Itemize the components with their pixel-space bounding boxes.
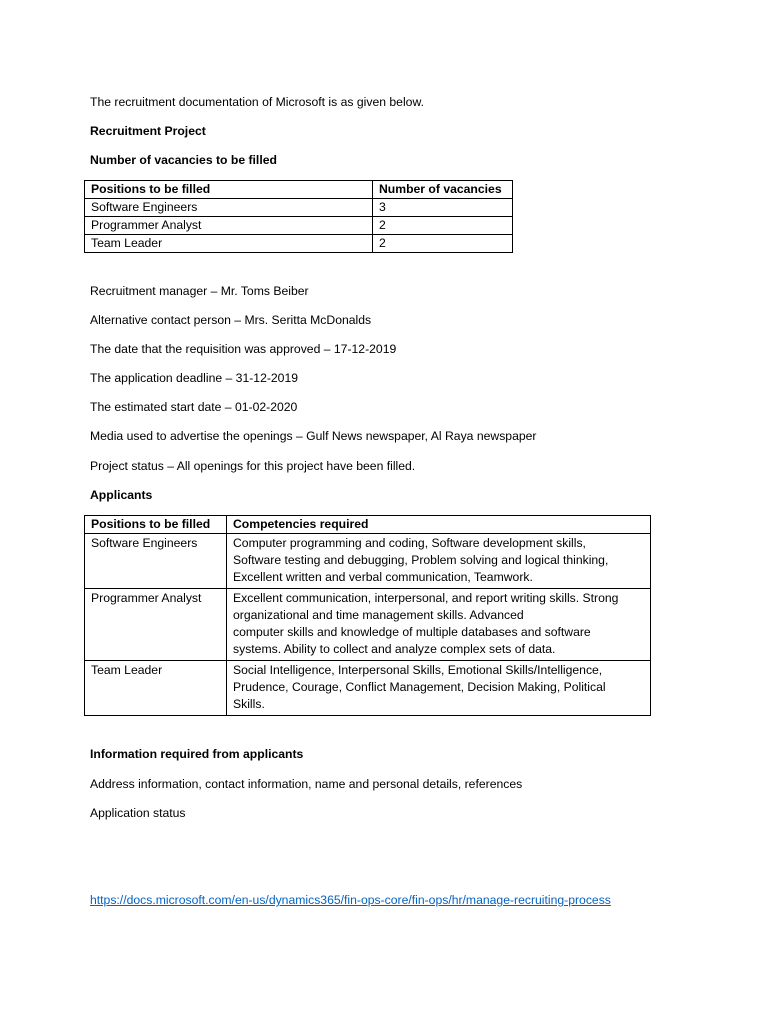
vacancy-table — [84, 180, 513, 253]
table-header-cell: Positions to be filled — [85, 181, 373, 199]
table-row — [85, 661, 651, 716]
competency-line: systems. Ability to collect and analyze complex sets of data. — [233, 642, 556, 656]
project-heading: Recruitment Project — [90, 124, 206, 138]
table-header-cell: Positions to be filled — [85, 516, 227, 534]
table-header-cell: Number of vacancies — [373, 181, 513, 199]
table-row — [85, 235, 513, 253]
intro-text: The recruitment documentation of Microsoft is as given below. — [90, 95, 424, 109]
table-cell: Team Leader — [85, 235, 373, 253]
competency-line: Excellent communication, interpersonal, and report writing skills. Strong — [233, 591, 619, 605]
approved-date-text: The date that the requisition was approved – 17-12-2019 — [90, 342, 397, 356]
media-text: Media used to advertise the openings – Gulf News newspaper, Al Raya newspaper — [90, 429, 537, 443]
competency-line: Software testing and debugging, Problem solving and logical thinking, — [233, 553, 609, 567]
table-cell: 2 — [373, 235, 513, 253]
table-cell: Programmer Analyst — [85, 217, 373, 235]
info-required-text: Address information, contact information, name and personal details, references — [90, 777, 523, 791]
table-cell: Software Engineers — [85, 199, 373, 217]
position-cell: Programmer Analyst — [85, 589, 227, 661]
competency-line: Computer programming and coding, Software development skills, — [233, 536, 586, 550]
project-status-text: Project status – All openings for this project have been filled. — [90, 459, 416, 473]
table-header-cell: Competencies required — [227, 516, 651, 534]
source-link[interactable]: https://docs.microsoft.com/en-us/dynamics365/fin-ops-core/fin-ops/hr/manage-recruiting-process — [90, 893, 611, 907]
position-cell: Team Leader — [85, 661, 227, 716]
competency-cell — [227, 589, 651, 661]
application-status-text: Application status — [90, 806, 186, 820]
competency-cell — [227, 661, 651, 716]
deadline-text: The application deadline – 31-12-2019 — [90, 371, 299, 385]
competency-table — [84, 515, 651, 716]
applicants-heading: Applicants — [90, 488, 153, 502]
alt-contact-text: Alternative contact person – Mrs. Seritta McDonalds — [90, 313, 372, 327]
table-row — [85, 534, 651, 589]
info-required-heading: Information required from applicants — [90, 747, 304, 761]
competency-line: Prudence, Courage, Conflict Management, Decision Making, Political — [233, 680, 606, 694]
competency-line: Social Intelligence, Interpersonal Skills, Emotional Skills/Intelligence, — [233, 663, 603, 677]
position-cell: Software Engineers — [85, 534, 227, 589]
table-header-row — [85, 516, 651, 534]
table-cell: 3 — [373, 199, 513, 217]
competency-line: Excellent written and verbal communication, Teamwork. — [233, 570, 533, 584]
table-row — [85, 199, 513, 217]
competency-cell — [227, 534, 651, 589]
table-row — [85, 589, 651, 661]
competency-line: computer skills and knowledge of multiple databases and software — [233, 625, 591, 639]
table-row — [85, 217, 513, 235]
manager-text: Recruitment manager – Mr. Toms Beiber — [90, 284, 309, 298]
table-cell: 2 — [373, 217, 513, 235]
start-date-text: The estimated start date – 01-02-2020 — [90, 400, 298, 414]
competency-line: organizational and time management skills. Advanced — [233, 608, 524, 622]
competency-line: Skills. — [233, 697, 265, 711]
table-header-row — [85, 181, 513, 199]
vacancies-heading: Number of vacancies to be filled — [90, 153, 277, 167]
